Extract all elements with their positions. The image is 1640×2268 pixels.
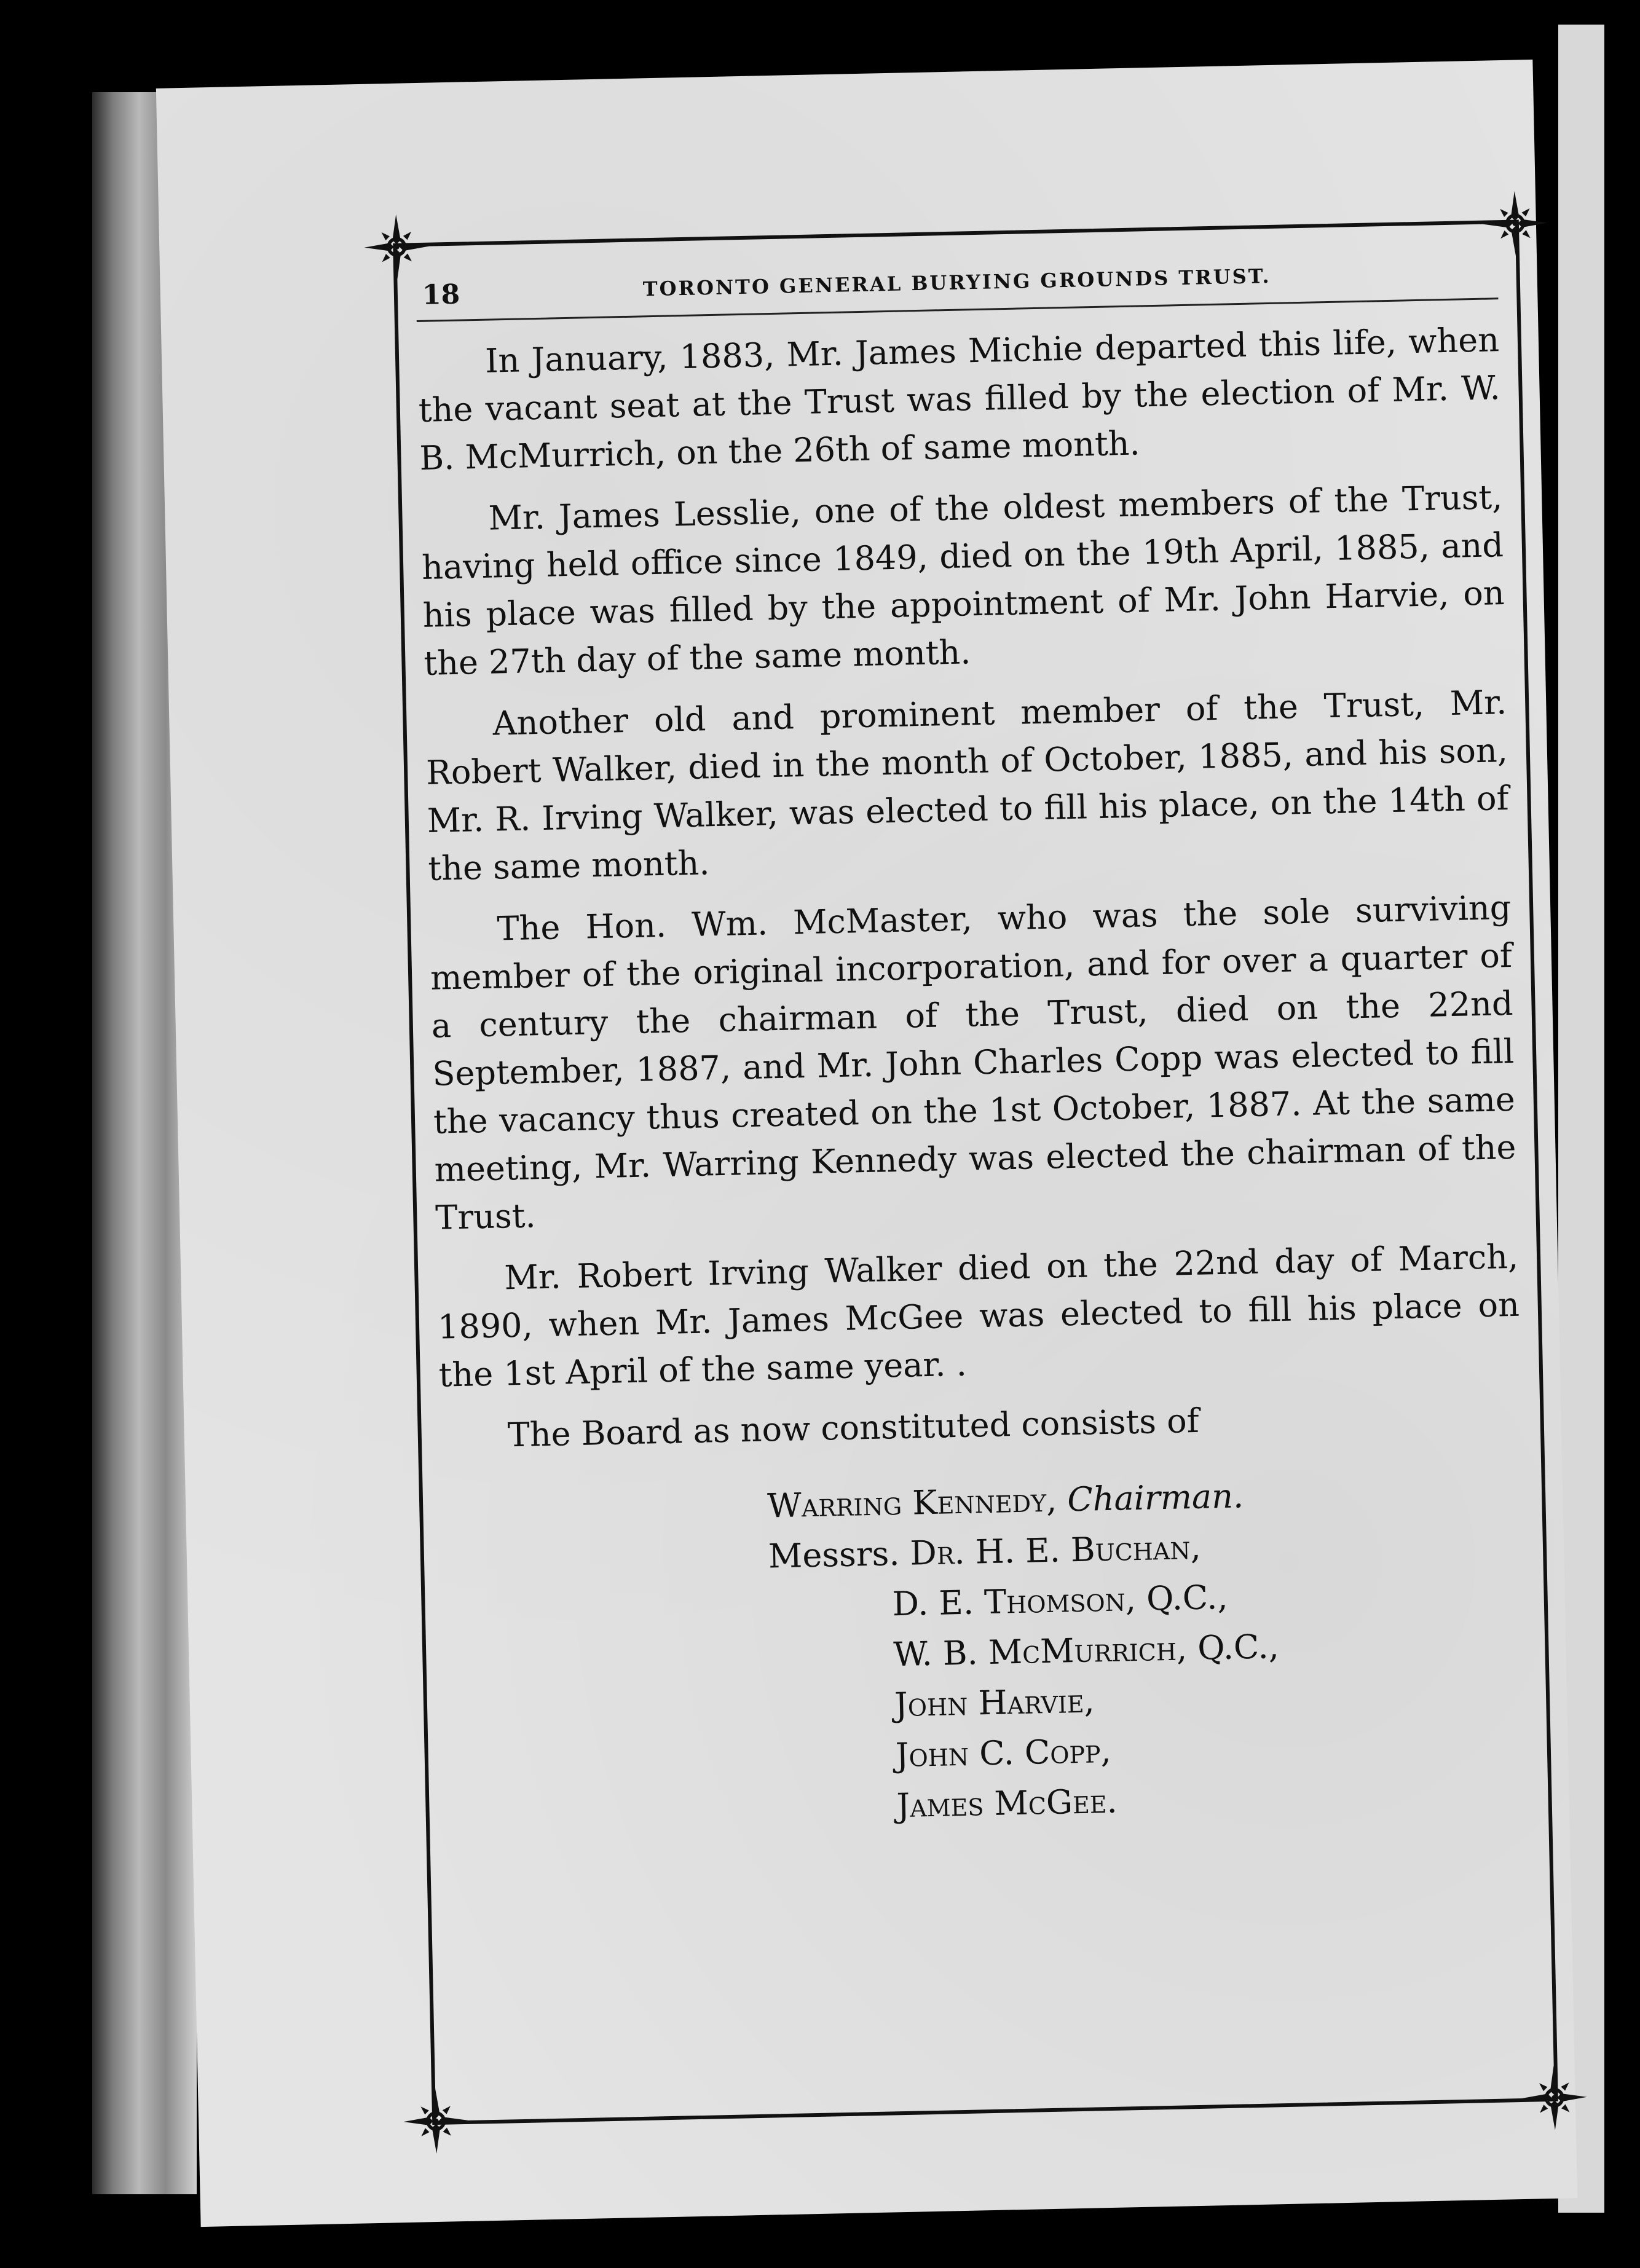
board-intro: The Board as now constituted consists of (507, 1401, 1200, 1455)
page-border-frame (393, 219, 1558, 2125)
board-list (767, 1470, 1282, 1833)
paragraph: Mr. Robert Irving Walker died on the 22nd day of March, 1890, when Mr. James McGee was elected to fill his place on the 1st April of the same year. . (437, 1237, 1520, 1395)
messrs-label: Messrs. (768, 1534, 901, 1576)
member-name: James McGee. (896, 1781, 1118, 1825)
paragraph: Another old and prominent member of the Trust, Mr. Robert Walker, died in the month of October, 1885, and his son, Mr. R. Irving Walker, was elected to fill his place, on the 14th of the same month. (425, 683, 1510, 888)
paragraph: The Hon. Wm. McMaster, who was the sole surviving member of the original incorporation, and for over a quarter of a century the chairman of the Trust, died on the 22nd September, 1887, and Mr. John Charles Copp was elected to fill the vacancy thus created on the 1st October, 1887. At the same meeting, Mr. Warring Kennedy was elected the chairman of the Trust. (430, 888, 1517, 1237)
chairman-role: Chairman. (1066, 1476, 1244, 1519)
body-text (417, 316, 1521, 1412)
page-number: 18 (422, 278, 460, 311)
paragraph: Mr. James Lesslie, one of the oldest members of the Trust, having held office since 1849, died on the 19th April, 1885, and his place was filled by the appointment of Mr. John Harvie, on the 27th day of the same month. (421, 478, 1505, 683)
chairman-name: Warring Kennedy, (767, 1480, 1057, 1526)
corner-ornament-icon (1520, 2063, 1589, 2132)
paragraph: In January, 1883, Mr. James Michie departed this life, when the vacant seat at the Trust was filled by the election of Mr. W. B. McMurrich, on the 26th of same month. (418, 320, 1501, 478)
corner-ornament-icon (401, 2087, 470, 2156)
member-name: John Harvie, (894, 1681, 1095, 1725)
book-page (156, 60, 1577, 2227)
member-name: D. E. Thomson, Q.C., (892, 1577, 1229, 1624)
member-name: Dr. H. E. Buchan, (909, 1527, 1202, 1573)
page-header (416, 248, 1498, 322)
member-name: John C. Copp, (895, 1731, 1112, 1775)
corner-ornament-icon (1481, 189, 1550, 258)
member-name: W. B. McMurrich, Q.C., (893, 1627, 1280, 1674)
running-title: TORONTO GENERAL BURYING GROUNDS TRUST. (642, 264, 1271, 301)
